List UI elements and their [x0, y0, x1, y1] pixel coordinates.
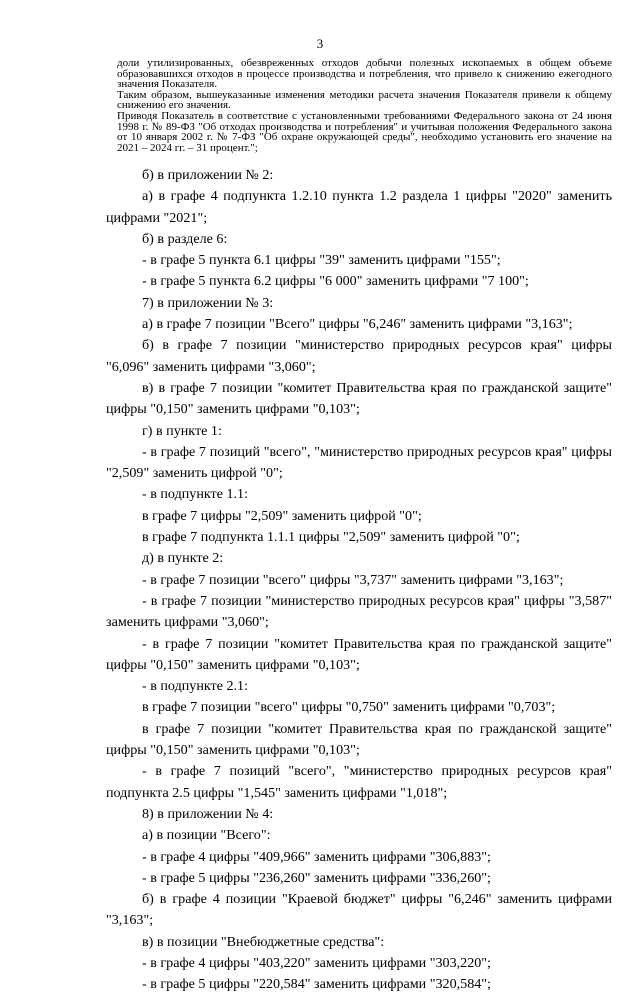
body-paragraph: в графе 7 подпункта 1.1.1 цифры "2,509" заменить цифрой "0";: [142, 529, 520, 546]
body-paragraph: - в графе 7 позиции "министерство природных ресурсов края" цифры "3,587" заменить цифрами "3,060";: [106, 592, 612, 631]
body-paragraph: б) в разделе 6:: [142, 230, 228, 247]
quoted-text-block: [117, 58, 612, 153]
body-paragraph: в) в графе 7 позиции "комитет Правительства края по гражданской защите" цифры "0,150" заменить цифрами "0,103";: [106, 379, 612, 418]
body-paragraph: б) в приложении № 2:: [142, 167, 274, 183]
body-paragraph: - в графе 7 позиции "всего" цифры "3,737" заменить цифрами "3,163";: [142, 571, 564, 588]
quote-paragraph: Таким образом, вышеуказанные изменения методики расчета значения Показателя привели к общему снижению его значения.: [117, 88, 612, 112]
body-paragraph: б) в графе 4 позиции "Краевой бюджет" цифры "6,246" заменить цифрами "3,163";: [106, 891, 612, 929]
body-paragraph: в графе 7 позиции "всего" цифры "0,750" заменить цифрами "0,703";: [142, 699, 556, 716]
body-paragraph: в) в позиции "Внебюджетные средства":: [142, 933, 385, 950]
body-paragraph: - в графе 5 пункта 6.1 цифры "39" заменить цифрами "155";: [142, 252, 501, 269]
body-paragraph: 7) в приложении № 3:: [142, 294, 274, 311]
amendments-body: [106, 165, 612, 996]
quote-paragraph: доли утилизированных, обезвреженных отходов добычи полезных ископаемых в общем объеме образовавшихся отходов в процессе производства и потребления, что привело к снижению ежегодного значения Показателя.: [117, 57, 612, 91]
body-paragraph: а) в позиции "Всего":: [142, 827, 271, 844]
quote-paragraph: Приводя Показатель в соответствие с установленными требованиями Федерального закона от 24 июня 1998 г. № 89-ФЗ "Об отходах производства и потребления" и учитывая положения Федерального закона от 10 января 2002 г. № 7-ФЗ "Об охране окружающей среды", необходимо установить его значение на 2021 – 2024 гг. – 31 процент.";: [117, 109, 612, 154]
body-paragraph: - в графе 5 цифры "236,260" заменить цифрами "336,260";: [142, 869, 491, 886]
page-number: 3: [316, 36, 324, 51]
body-paragraph: - в графе 4 цифры "409,966" заменить цифрами "306,883";: [142, 848, 491, 865]
body-paragraph: 8) в приложении № 4:: [142, 805, 274, 822]
body-paragraph: - в графе 4 цифры "403,220" заменить цифрами "303,220";: [142, 954, 491, 971]
body-paragraph: а) в графе 7 позиции "Всего" цифры "6,246" заменить цифрами "3,163";: [142, 316, 573, 333]
body-paragraph: а) в графе 4 подпункта 1.2.10 пункта 1.2 раздела 1 цифры "2020" заменить цифрами "2021";: [106, 188, 612, 226]
body-paragraph: - в подпункте 2.1:: [142, 678, 249, 695]
body-paragraph: - в графе 5 пункта 6.2 цифры "6 000" заменить цифрами "7 100";: [142, 273, 529, 290]
body-paragraph: - в подпункте 1.1:: [142, 486, 249, 503]
body-paragraph: в графе 7 цифры "2,509" заменить цифрой "0";: [142, 507, 422, 524]
body-paragraph: г) в пункте 1:: [142, 422, 222, 439]
body-paragraph: б) в графе 7 позиции "министерство природных ресурсов края" цифры "6,096" заменить цифрами "3,060";: [106, 337, 612, 375]
body-paragraph: д) в пункте 2:: [142, 550, 224, 567]
body-paragraph: в графе 7 позиции "комитет Правительства края по гражданской защите" цифры "0,150" заменить цифрами "0,103";: [106, 720, 612, 759]
body-paragraph: - в графе 7 позиций "всего", "министерство природных ресурсов края" цифры "2,509" заменить цифрой "0";: [106, 443, 612, 482]
body-paragraph: - в графе 7 позиции "комитет Правительства края по гражданской защите" цифры "0,150" заменить цифрами "0,103";: [106, 635, 612, 673]
body-paragraph: - в графе 5 цифры "220,584" заменить цифрами "320,584";: [142, 976, 491, 993]
body-paragraph: - в графе 7 позиций "всего", "министерство природных ресурсов края" подпункта 2.5 цифры "1,545" заменить цифрами "1,018";: [106, 763, 612, 801]
